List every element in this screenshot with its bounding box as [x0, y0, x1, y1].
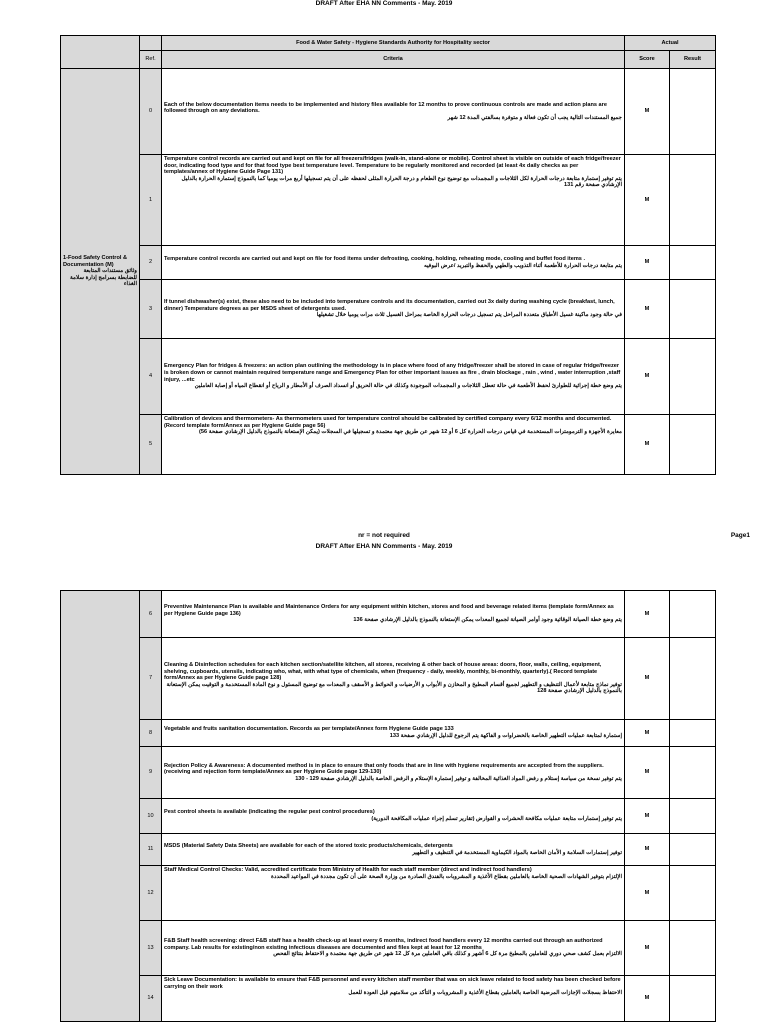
- score-cell: M: [625, 69, 670, 155]
- criteria-text-en: If tunnel dishwasher(s) exist, these also need to be included into temperature controls and its documentation, carried out 3x daily during washing cycle (breakfast, lunch, dinner) Temperature degrees as per MSDS sheet of detergents used.: [164, 299, 615, 312]
- table-row: [61, 246, 716, 280]
- result-cell[interactable]: [670, 339, 716, 415]
- criteria-text-en: Calibration of devices and thermometers- As thermometers used for temperature control should be calibrated by certified company every 6/12 months and documented. (Record template form/Annex as per Hygiene Guide page 56): [164, 416, 612, 429]
- result-cell[interactable]: [670, 415, 716, 475]
- criteria-text-ar: يتم توفير إستمارات متابعة عمليات مكافحة الحشرات و القوارض (تقارير تسلم إجراء عمليات المكافحة الدورية): [371, 816, 622, 822]
- table-row: [61, 280, 716, 339]
- ref-cell: 10: [140, 799, 162, 834]
- table-row: [61, 69, 716, 155]
- score-cell: M: [625, 747, 670, 799]
- criteria-text-ar: توفير إستمارات السلامة و الأمان الخاصة بالمواد الكيماوية المستخدمة في التنظيف و التطهير: [412, 849, 622, 856]
- ref-cell: 0: [140, 69, 162, 155]
- criteria-text-ar: يتم توفير إستمارة متابعة درجات الحرارة لكل الثلاجات و المجمدات مع توضيح نوع الطعام و درجة الحرارة المثلى لحفظه على أن يتم تسجيلها أربع مرات يوميا كما بالنموذج إستمارة الحرارة بالدليل الإرشادي صفحة رقم 131: [181, 175, 622, 189]
- ref-cell: 6: [140, 591, 162, 638]
- criteria-cell: [162, 799, 625, 834]
- table-row: [61, 591, 716, 638]
- score-cell: M: [625, 976, 670, 1022]
- table-row: [61, 339, 716, 415]
- criteria-text-en: Each of the below documentation items needs to be implemented and history files available for 12 months to prove continuous controls are made and action plans are followed through on any deviations.: [164, 101, 607, 115]
- ref-header-empty: [140, 36, 162, 51]
- score-cell: M: [625, 720, 670, 747]
- criteria-text-en: Rejection Policy & Awareness: A documented method is in place to ensure that only foods that are in line with hygiene requirements are accepted from the suppliers. (receiving and rejection form template/Annex as per Hygiene Guide page 129-130): [164, 762, 604, 776]
- criteria-text-en: Pest control sheets is available (indicating the regular pest control procedures): [164, 809, 375, 816]
- criteria-text-ar: يتم متابعة درجات الحرارة للأطعمة أثناء التذويب والطهي والحفظ والتبريد /عرض البوفيه: [423, 262, 622, 269]
- criteria-text-ar: توفير نماذج متابعة لأعمال التنظيف و التطهير لجميع أقسام المطبخ و المخازن و الأبواب و الأرضيات و الحوائط و الأسقف و المعدات مع توضيح المسئول و نوع المادة المستخدمة و التوقيت يمكن الإستعانة بالنموذج بالدليل الإرشادي صفحة 128: [166, 681, 622, 695]
- page-number: Page1: [730, 532, 750, 539]
- ref-cell: 7: [140, 638, 162, 720]
- criteria-table-page1: [60, 35, 716, 475]
- ref-header: Ref.: [140, 51, 162, 69]
- actual-header: Actual: [625, 36, 716, 51]
- table-row: [61, 976, 716, 1022]
- result-cell[interactable]: [670, 921, 716, 976]
- result-cell[interactable]: [670, 280, 716, 339]
- table-row: [61, 415, 716, 475]
- score-header: Score: [625, 51, 670, 69]
- criteria-cell: [162, 638, 625, 720]
- ref-cell: 14: [140, 976, 162, 1022]
- score-cell: M: [625, 866, 670, 921]
- ref-cell: 1: [140, 155, 162, 246]
- table-row: [61, 866, 716, 921]
- section-title-en: 1-Food Safety Control & Documentation (M): [63, 255, 128, 268]
- criteria-cell: [162, 976, 625, 1022]
- table-row: [61, 747, 716, 799]
- criteria-text-ar: يتم توفير نسخة من سياسة إستلام و رفض المواد الغذائية المخالفة و توفير إستمارة الإستلام و الرفض الخاصة بالدليل الإرشادي صفحة 129 - 130: [295, 775, 622, 782]
- criteria-cell: [162, 866, 625, 921]
- score-cell: M: [625, 921, 670, 976]
- page-header: DRAFT After EHA NN Comments - May. 2019: [315, 543, 453, 550]
- criteria-text-en: Vegetable and fruits sanitation documentation. Records as per template/Annex form Hygiene Guide page 133: [164, 726, 454, 733]
- criteria-text-en: Staff Medical Control Checks: Valid, accredited certificate from Ministry of Health for each staff member (direct and indirect food handlers): [164, 867, 532, 873]
- criteria-cell: [162, 155, 625, 246]
- result-cell[interactable]: [670, 155, 716, 246]
- criteria-text-en: F&B Staff health screening: direct F&B staff has a health check-up at least every 6 months, indirect food handlers every 12 months carried out through an authorized company. Lab results for existing/non existing infectious diseases are documented and files kept at least for 12 months: [164, 938, 603, 951]
- section-title-ar: وثائق مستندات المتابعة للضابطة بسرامج إدارة سلامة الغذاء: [70, 268, 137, 288]
- result-cell[interactable]: [670, 747, 716, 799]
- table-row: [61, 834, 716, 866]
- score-cell: M: [625, 638, 670, 720]
- criteria-text-en: MSDS (Material Safety Data Sheets) are available for each of the stored toxic products/chemicals, detergents: [164, 842, 453, 849]
- section-header-empty: [61, 36, 140, 69]
- table-row: [61, 720, 716, 747]
- criteria-cell: [162, 339, 625, 415]
- criteria-header: Criteria: [162, 51, 625, 69]
- criteria-text-ar: يتم وضع خطة الصيانة الوقائية وجود أوامر الصيانة لجميع المعدات يمكن الإستعانة بالنموذج بالدليل الإرشادي صفحة 136: [353, 617, 622, 624]
- criteria-cell: [162, 415, 625, 475]
- result-cell[interactable]: [670, 799, 716, 834]
- criteria-cell: [162, 280, 625, 339]
- result-cell[interactable]: [670, 720, 716, 747]
- ref-cell: 13: [140, 921, 162, 976]
- criteria-cell: [162, 921, 625, 976]
- result-cell[interactable]: [670, 246, 716, 280]
- criteria-text-en: Emergency Plan for fridges & freezers: an action plan outlining the methodology is in place where food of any fridge/freezer shall be stored in case of regular fridge/freezer is broken down or cannot maintain required temperature range and Emergency Plan for other important issues as fire , drain blockage , rain , wind , water interruption ,staff injury, ...etc: [164, 363, 621, 383]
- score-cell: M: [625, 799, 670, 834]
- criteria-text-ar: معايرة الأجهزة و الترمومترات المستخدمة في قياس درجات الحرارة كل 6 أو 12 شهر عن طريق جهة معتمدة و تسجيلها في السجلات (يمكن الإستعانة بالنموذج بالدليل الإرشادي صفحة 56): [199, 429, 622, 436]
- table-row: [61, 921, 716, 976]
- criteria-text-ar: في حالة وجود ماكينة غسيل الأطباق متعددة المراحل يتم تسجيل درجات الحرارة الخاصة بمراحل الغسيل ثلاث مرات يوميا خلال تشغيلها: [316, 312, 622, 319]
- result-cell[interactable]: [670, 976, 716, 1022]
- criteria-text-ar: الالتزام بعمل كشف صحي دوري للعاملين بالمطبخ مرة كل 6 أشهر و كذلك باقي العاملين مرة كل 12 شهر عن طريق جهة معتمدة و الاحتفاظ بنتائج الفحص: [273, 951, 622, 958]
- score-cell: M: [625, 591, 670, 638]
- table-row: [61, 799, 716, 834]
- ref-cell: 8: [140, 720, 162, 747]
- ref-cell: 2: [140, 246, 162, 280]
- criteria-cell: [162, 246, 625, 280]
- criteria-text-ar: الاحتفاظ بسجلات الإجازات المرضية الخاصة بالعاملين بقطاع الأغذية و المشروبات و التأكد من سلامتهم قبل العودة للعمل: [348, 990, 622, 997]
- score-cell: M: [625, 246, 670, 280]
- table-row: [61, 155, 716, 246]
- criteria-cell: [162, 834, 625, 866]
- table-row: [61, 638, 716, 720]
- score-cell: M: [625, 339, 670, 415]
- result-cell[interactable]: [670, 866, 716, 921]
- ref-cell: 5: [140, 415, 162, 475]
- ref-cell: 4: [140, 339, 162, 415]
- criteria-cell: [162, 747, 625, 799]
- criteria-cell: [162, 69, 625, 155]
- criteria-text-ar: يتم وضع خطة إجرائية للطوارئ لحفظ الأطعمة في حالة تعطل الثلاجات و المجمدات الموجودة وكذلك في حالة الحريق أو انسداد الصرف أو الأمطار و الرياح أو انقطاع المياه أو إصابة العاملين: [194, 383, 622, 390]
- ref-cell: 12: [140, 866, 162, 921]
- criteria-text-ar: إستمارة لمتابعة عمليات التطهير الخاصة بالخضراوات و الفاكهة يتم الرجوع للدليل الإرشادي صفحة 133: [389, 733, 622, 739]
- criteria-text-en: Cleaning & Disinfection schedules for each kitchen section/satellite kitchen, all stores, receiving & other back of house areas: doors, floor, walls, ceiling, equipment, shelving, cupboards, utensils, indicating who, what, with what type of chemicals, when (frequency - daily, weekly, monthly, bi-monthly, quarterly).( Record template form/Annex as per Hygiene Guide page 128): [164, 662, 602, 682]
- criteria-text-en: Preventive Maintenance Plan is available and Maintenance Orders for any equipment within kitchen, stores and food and beverage related items (template form/Annex as per Hygiene Guide page 136): [164, 604, 614, 617]
- criteria-text-en: Temperature control records are carried out and kept on file for food items under defrosting, cooking, holding, reheating mode, cooling and buffet food items .: [164, 255, 586, 262]
- result-cell[interactable]: [670, 69, 716, 155]
- criteria-text-en: Sick Leave Documentation: is available to ensure that F&B personnel and every kitchen staff member that was on sick leave related to food safety has been checked before carrying on their work: [164, 977, 621, 990]
- ref-cell: 11: [140, 834, 162, 866]
- score-cell: M: [625, 834, 670, 866]
- ref-cell: 3: [140, 280, 162, 339]
- ref-cell: 9: [140, 747, 162, 799]
- score-cell: M: [625, 280, 670, 339]
- score-cell: M: [625, 415, 670, 475]
- result-cell[interactable]: [670, 591, 716, 638]
- criteria-text-en: Temperature control records are carried out and kept on file for all freezers/fridges (walk-in, stand-alone or mobile). Control sheet is visible on outside of each fridge/freezer door, indicating food type and for that food type best temperature level. Temperature to be regularly monitored and recorded (at least 4x daily checks as per templates/annex of Hygiene Guide Page 131): [164, 156, 621, 176]
- criteria-text-ar: جميع المستندات التالية يجب أن تكون فعالة و متوفرة بسالفتي المدة 12 شهر: [447, 114, 622, 121]
- page-header: DRAFT After EHA NN Comments - May. 2019: [315, 0, 453, 7]
- criteria-cell: [162, 720, 625, 747]
- footer-note: nr = not required: [358, 532, 410, 539]
- section-label: [61, 69, 140, 475]
- criteria-table-page2: [60, 590, 716, 1022]
- criteria-cell: [162, 591, 625, 638]
- section-label: [61, 591, 140, 1022]
- result-cell[interactable]: [670, 638, 716, 720]
- table-title: Food & Water Safety - Hygiene Standards Authority for Hospitality sector: [162, 36, 625, 51]
- result-header: Result: [670, 51, 716, 69]
- score-cell: M: [625, 155, 670, 246]
- result-cell[interactable]: [670, 834, 716, 866]
- criteria-text-ar: الإلتزام بتوفير الشهادات الصحية الخاصة بالعاملين بقطاع الأغذية و المشروبات بالفندق الصادرة من وزارة الصحة على أن تكون مجددة في المواعيد المحددة: [271, 873, 622, 880]
